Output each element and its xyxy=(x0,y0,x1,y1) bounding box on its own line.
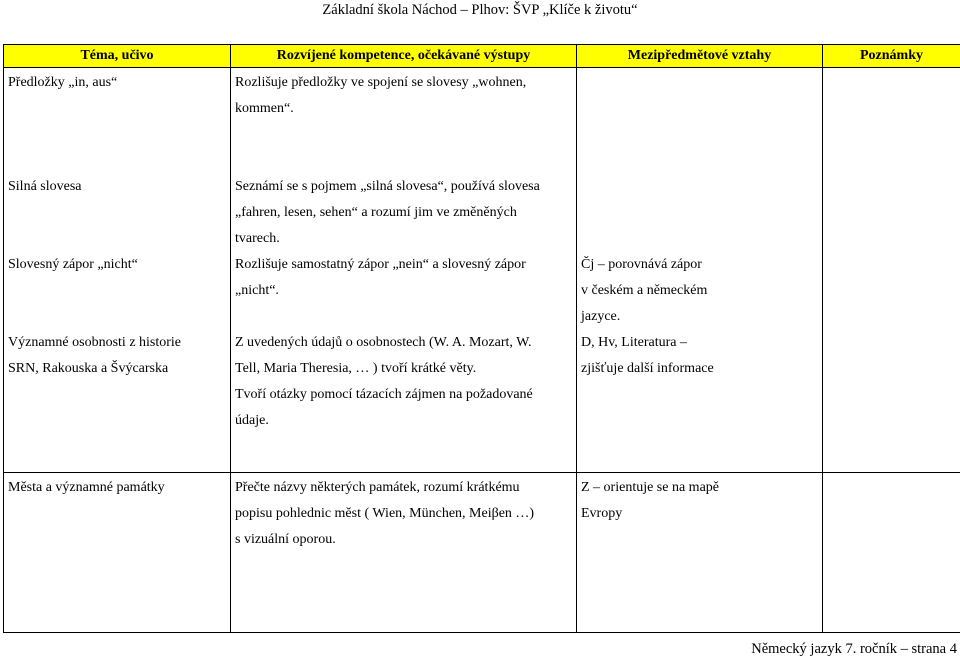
relations-text: jazyce. xyxy=(581,309,621,324)
competence-text: Tvoří otázky pomocí tázacích zájmen na požadované xyxy=(235,387,533,402)
column-header-topic: Téma, učivo xyxy=(4,45,231,68)
competence-text: popisu pohlednic měst ( Wien, München, Meiβen …) xyxy=(235,506,535,521)
relations-cell xyxy=(577,473,823,633)
competence-text: s vizuální oporou. xyxy=(235,532,336,547)
competence-text: údaje. xyxy=(235,413,269,428)
relations-text: Z – orientuje se na mapě xyxy=(581,480,720,495)
competence-text: „nicht“. xyxy=(235,283,279,298)
relations-text: Evropy xyxy=(581,506,623,521)
page-footer: Německý jazyk 7. ročník – strana 4 xyxy=(751,641,957,657)
relations-text: D, Hv, Literatura – xyxy=(581,335,687,350)
column-header-notes: Poznámky xyxy=(823,45,960,68)
competence-text: Rozlišuje předložky ve spojení se slovesy „wohnen, xyxy=(235,75,527,90)
curriculum-table xyxy=(3,44,960,633)
competence-text: Tell, Maria Theresia, … ) tvoří krátké věty. xyxy=(235,361,477,376)
competence-text: „fahren, lesen, sehen“ a rozumí jim ve změněných xyxy=(235,205,517,220)
competence-cell xyxy=(231,68,577,473)
topic-cell xyxy=(4,68,231,473)
topic-text: Slovesný zápor „nicht“ xyxy=(8,257,138,272)
relations-text: Čj – porovnává zápor xyxy=(581,257,702,272)
competence-text: kommen“. xyxy=(235,101,294,116)
competence-text: tvarech. xyxy=(235,231,280,246)
topic-text: Předložky „in, aus“ xyxy=(8,75,118,90)
column-header-competence: Rozvíjené kompetence, očekávané výstupy xyxy=(231,45,577,68)
notes-cell xyxy=(823,473,960,633)
table-row xyxy=(4,473,960,633)
table-header-row xyxy=(4,45,960,68)
topic-text: SRN, Rakouska a Švýcarska xyxy=(8,361,169,376)
competence-text: Přečte názvy některých památek, rozumí krátkému xyxy=(235,480,520,495)
topic-cell xyxy=(4,473,231,633)
topic-text: Významné osobnosti z historie xyxy=(8,335,182,350)
competence-cell xyxy=(231,473,577,633)
competence-text: Seznámí se s pojmem „silná slovesa“, používá slovesa xyxy=(235,179,540,194)
page-header: Základní škola Náchod – Plhov: ŠVP „Klíče k životu“ xyxy=(322,2,638,18)
relations-text: v českém a německém xyxy=(581,283,708,298)
competence-text: Rozlišuje samostatný zápor „nein“ a slovesný zápor xyxy=(235,257,526,272)
relations-cell xyxy=(577,68,823,473)
competence-text: Z uvedených údajů o osobnostech (W. A. Mozart, W. xyxy=(235,335,532,350)
relations-text: zjišťuje další informace xyxy=(581,361,714,376)
notes-cell xyxy=(823,68,960,473)
topic-text: Silná slovesa xyxy=(8,179,82,194)
table-row xyxy=(4,68,960,473)
topic-text: Města a významné památky xyxy=(8,480,165,495)
column-header-relations: Mezipředmětové vztahy xyxy=(577,45,823,68)
